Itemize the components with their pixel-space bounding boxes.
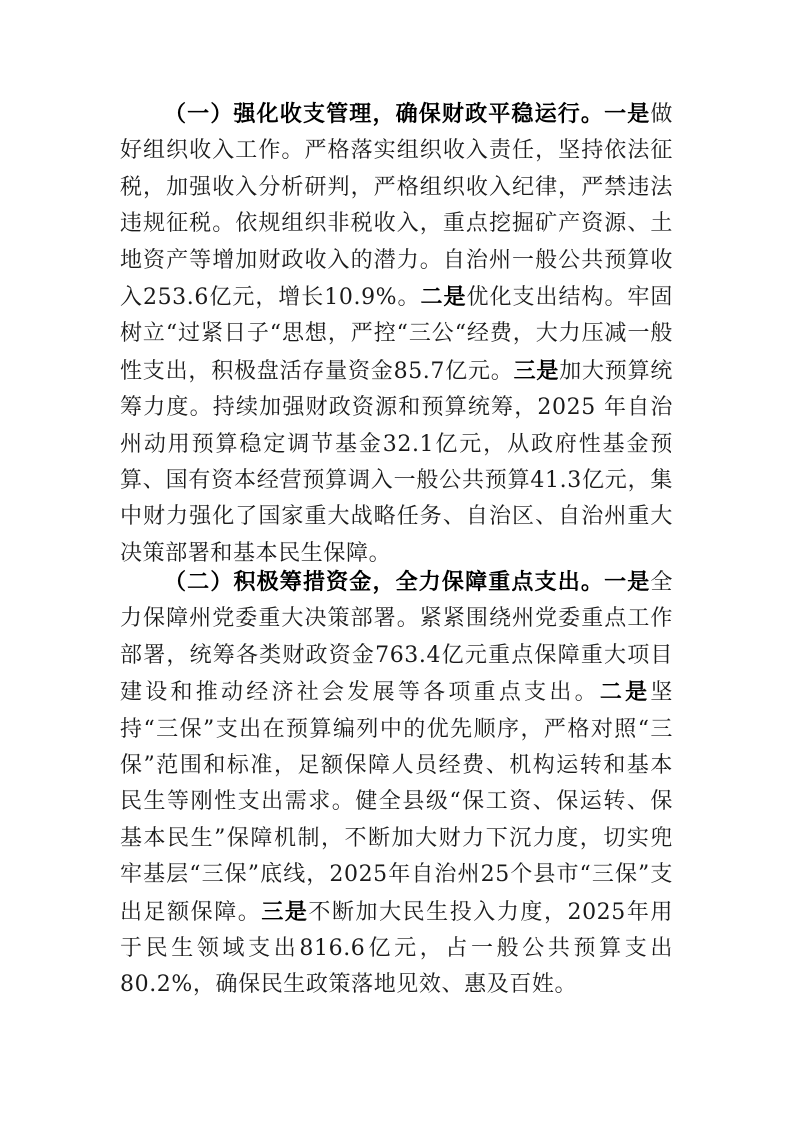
section-1-point-1-text: 做好组织收入工作。严格落实组织收入责任，坚持依法征税，加强收入分析研判，严格组织收入纪律，严禁违法违规征税。依规组织非税收入，重点挖掘矿产资源、土地资产等增加财政收入的潜力。自治州一般公共预算收入253.6亿元，增长10.9%。 <box>120 102 673 311</box>
section-1-paragraph <box>120 96 673 572</box>
section-2-point-1-text: 全力保障州党委重大决策部署。紧紧围绕州党委重点工作部署，统筹各类财政资金763.4亿元重点保障重大项目建设和推动经济社会发展等各项重点支出。 <box>120 570 673 706</box>
section-2-point-2-label: 二是 <box>599 679 651 706</box>
section-1-point-3-text: 加大预算统筹力度。持续加强财政资源和预算统筹，2025 年自治州动用预算稳定调节基金32.1亿元，从政府性基金预算、国有资本经营预算调入一般公共预算41.3亿元，集中财力强化了国家重大战略任务、自治区、自治州重大决策部署和基本民生保障。 <box>120 358 674 566</box>
section-2-heading: （二）积极筹措资金，全力保障重点支出。 <box>164 569 605 595</box>
section-2-point-1-label: 一是 <box>604 569 651 595</box>
section-2-paragraph <box>120 564 673 1004</box>
section-1-point-3-label: 三是 <box>513 357 560 384</box>
section-2-point-3-label: 三是 <box>261 898 309 925</box>
section-2-point-3-text: 不断加大民生投入力度，2025年用于民生领域支出816.6亿元，占一般公共预算支出80.2%，确保民生政策落地见效、惠及百姓。 <box>120 899 673 998</box>
section-1-point-2-text: 优化支出结构。牢固树立“过紧日子“思想，严控“三公“经费，大力压减一般性支出，积极盘活存量资金85.7亿元。 <box>120 285 674 384</box>
section-1-heading: （一）强化收支管理，确保财政平稳运行。 <box>164 101 605 127</box>
section-1-point-1-label: 一是 <box>604 101 651 127</box>
section-2-point-2-text: 坚持“三保”支出在预算编列中的优先顺序，严格对照“三保”范围和标准，足额保障人员经费、机构运转和基本民生等刚性支出需求。健全县级“保工资、保运转、保基本民生”保障机制，不断加大财力下沉力度，切实兜牢基层“三保”底线，2025年自治州25个县市“三保”支出足额保障。 <box>120 680 673 925</box>
section-1-point-2-label: 二是 <box>420 284 467 311</box>
